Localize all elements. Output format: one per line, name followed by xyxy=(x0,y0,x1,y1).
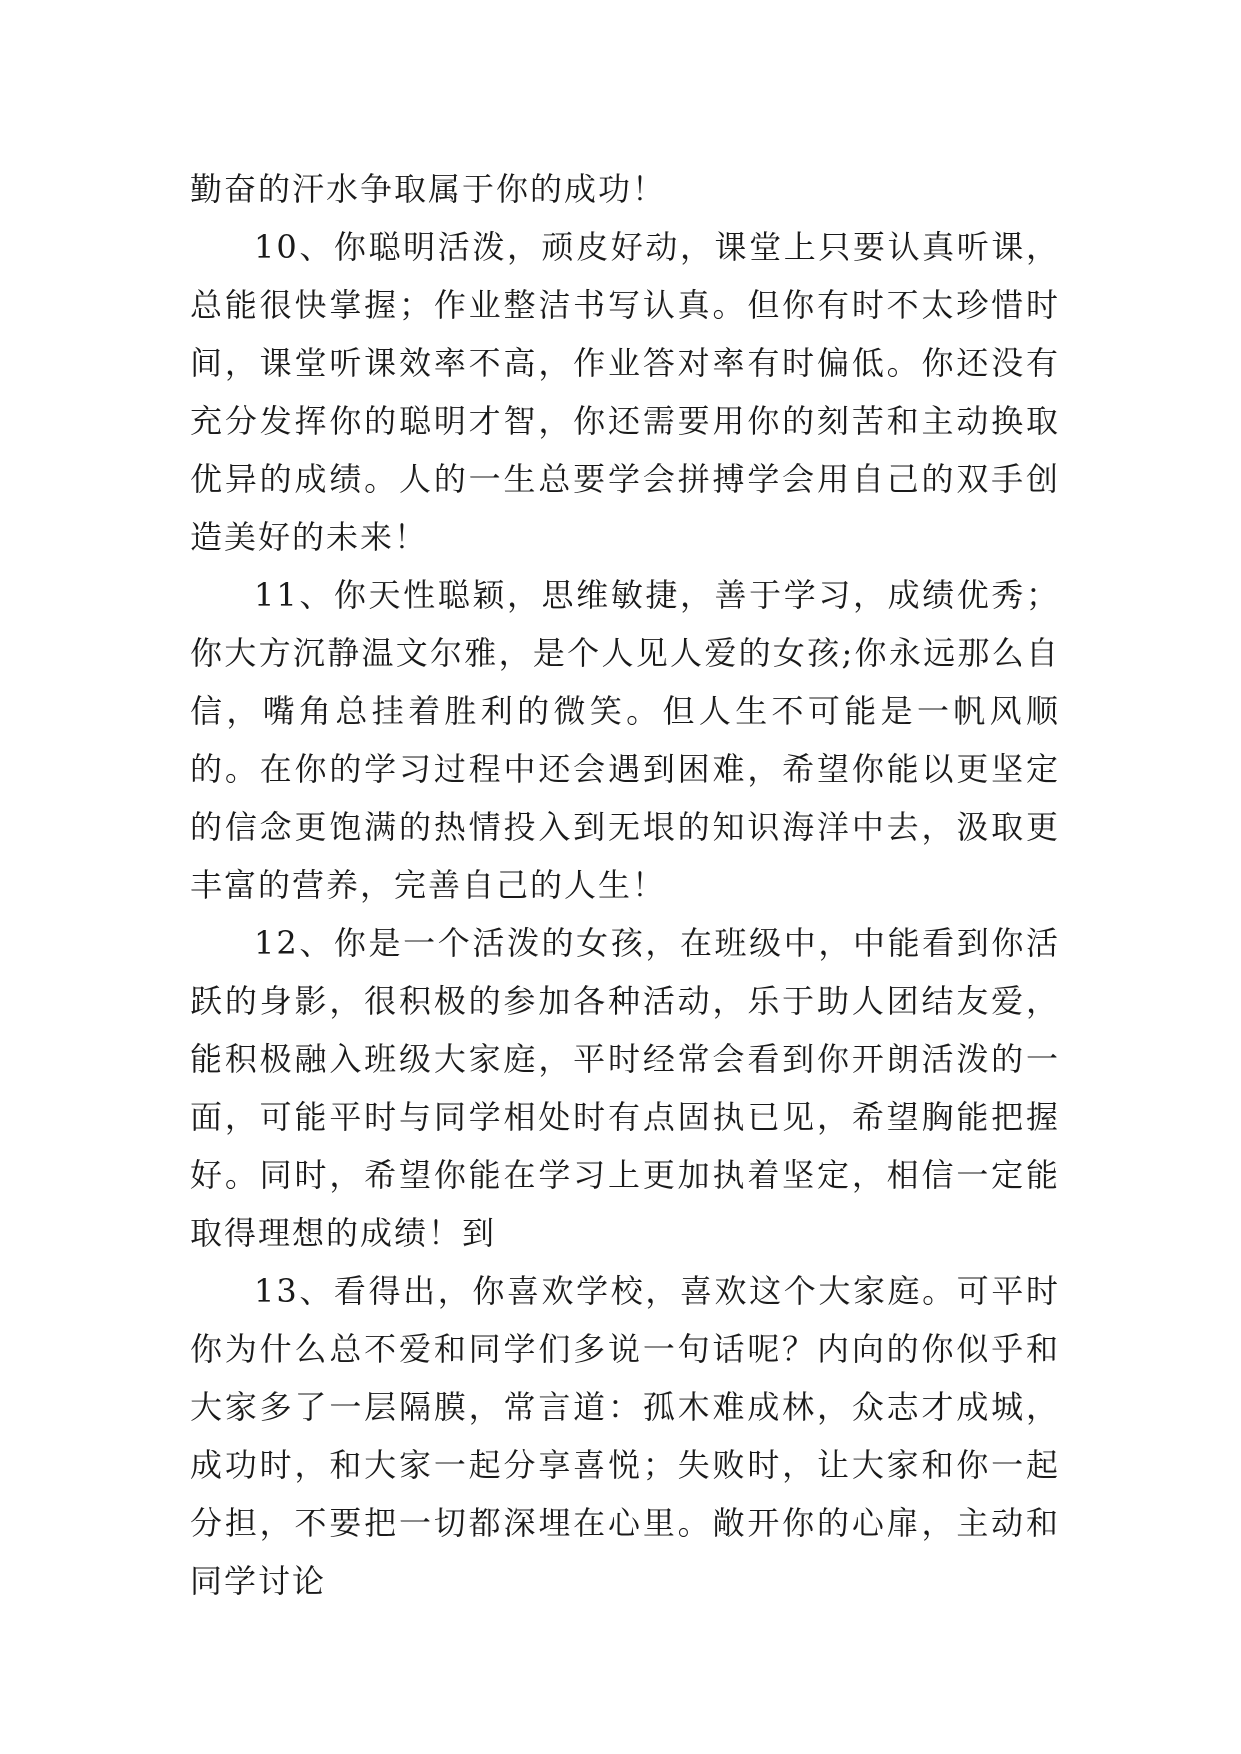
paragraph-comment-13: 13、看得出，你喜欢学校，喜欢这个大家庭。可平时你为什么总不爱和同学们多说一句话呢？内向的你似乎和大家多了一层隔膜，常言道：孤木难成林，众志才成城，成功时，和大家一起分享喜悦；失败时，让大家和你一起分担，不要把一切都深埋在心里。敞开你的心扉，主动和同学讨论 xyxy=(190,1272,1060,1600)
paragraph-comment-11: 11、你天性聪颖，思维敏捷，善于学习，成绩优秀；你大方沉静温文尔雅，是个人见人爱的女孩;你永远那么自信，嘴角总挂着胜利的微笑。但人生不可能是一帆风顺的。在你的学习过程中还会遇到困难，希望你能以更坚定的信念更饱满的热情投入到无垠的知识海洋中去，汲取更丰富的营养，完善自己的人生！ xyxy=(190,576,1060,904)
paragraph-continuation: 勤奋的汗水争取属于你的成功！ xyxy=(190,170,667,208)
paragraph-comment-10: 10、你聪明活泼，顽皮好动，课堂上只要认真听课，总能很快掌握；作业整洁书写认真。但你有时不太珍惜时间，课堂听课效率不高，作业答对率有时偏低。你还没有充分发挥你的聪明才智，你还需要用你的刻苦和主动换取优异的成绩。人的一生总要学会拼搏学会用自己的双手创造美好的未来！ xyxy=(190,228,1060,556)
document-body xyxy=(190,160,1060,1610)
paragraph-comment-12: 12、你是一个活泼的女孩，在班级中，中能看到你活跃的身影，很积极的参加各种活动，乐于助人团结友爱，能积极融入班级大家庭，平时经常会看到你开朗活泼的一面，可能平时与同学相处时有点固执已见，希望胸能把握好。同时，希望你能在学习上更加执着坚定，相信一定能取得理想的成绩！到 xyxy=(190,924,1060,1252)
